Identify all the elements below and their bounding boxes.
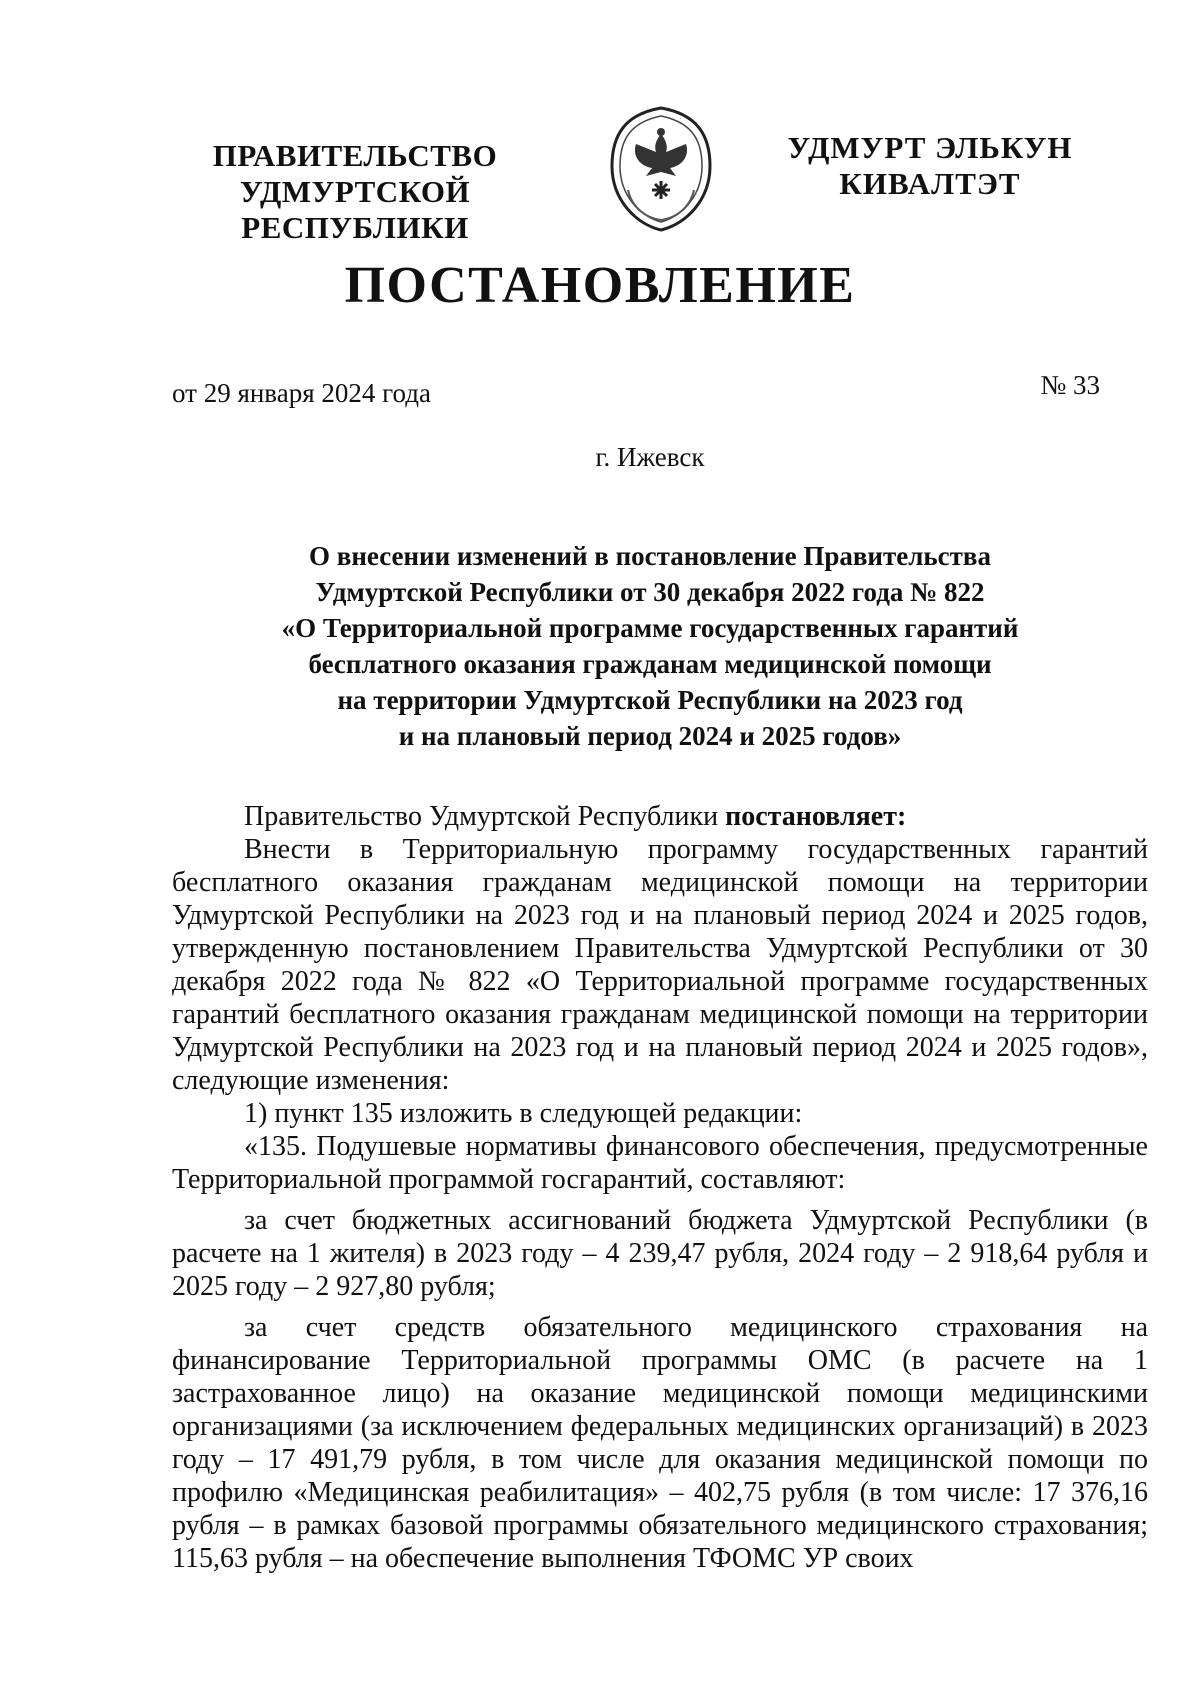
body-paragraph: «135. Подушевые нормативы финансового обеспечения, предусмотренные Территориальной программой госгарантий, составляют: xyxy=(172,1131,1148,1195)
subject-line: Удмуртской Республики от 30 декабря 2022 года № 822 xyxy=(315,577,985,607)
issuer-line: КИВАЛТЭТ xyxy=(839,166,1021,201)
body-paragraph: за счет средств обязательного медицинского страхования на финансирование Территориальной программы ОМС (в расчете на 1 застрахованное лицо) на оказание медицинской помощи медицинскими организациями (за исключением федеральных медицинских организаций) в 2023 году – 17 491,79 рубля, в том числе для оказания медицинской помощи по профилю «Медицинская реабилитация» – 402,75 рубля (в том числе: 17 376,16 рубля – в рамках базовой программы обязательного медицинского страхования; 115,63 рубля – на обеспечение выполнения ТФОМС УР своих xyxy=(172,1312,1148,1574)
issuer-line: УДМУРТСКОЙ РЕСПУБЛИКИ xyxy=(239,174,471,245)
body-paragraph: за счет бюджетных ассигнований бюджета Удмуртской Республики (в расчете на 1 жителя) в 2023 году – 4 239,47 рубля, 2024 году – 2 918,64 рубля и 2025 году – 2 927,80 рубля; xyxy=(172,1205,1148,1302)
document-body xyxy=(172,800,1148,1575)
document-type-title: ПОСТАНОВЛЕНИЕ xyxy=(344,257,856,314)
subject-line: на территории Удмуртской Республики на 2023 год xyxy=(337,685,963,715)
issuer-line: ПРАВИТЕЛЬСТВО xyxy=(212,138,498,173)
subject-line: и на плановый период 2024 и 2025 годов» xyxy=(398,721,902,751)
issuer-name-russian xyxy=(130,138,580,246)
preamble-verb: постановляет: xyxy=(725,801,907,832)
preamble xyxy=(172,800,1148,833)
document-date: от 29 января 2024 года xyxy=(172,378,431,408)
preamble-text: Правительство Удмуртской Республики xyxy=(244,801,726,832)
subject-line: «О Территориальной программе государственных гарантий xyxy=(281,613,1019,643)
document-subject xyxy=(150,538,1150,754)
body-paragraph: 1) пункт 135 изложить в следующей редакции: xyxy=(244,1098,803,1129)
subject-line: О внесении изменений в постановление Правительства xyxy=(309,541,991,571)
issuer-line: УДМУРТ ЭЛЬКУН xyxy=(787,130,1073,165)
coat-of-arms-icon xyxy=(606,104,716,234)
body-paragraph: Внести в Территориальную программу государственных гарантий бесплатного оказания гражданам медицинской помощи на территории Удмуртской Республики на 2023 год и на плановый период 2024 и 2025 годов, утвержденную постановлением Правительства Удмуртской Республики от 30 декабря 2022 года № 822 «О Территориальной программе государственных гарантий бесплатного оказания гражданам медицинской помощи на территории Удмуртской Республики на 2023 год и на плановый период 2024 и 2025 годов», следующие изменения: xyxy=(172,834,1148,1096)
subject-line: бесплатного оказания гражданам медицинской помощи xyxy=(308,649,992,679)
document-city: г. Ижевск xyxy=(595,442,705,472)
document-number: № 33 xyxy=(1040,370,1100,400)
issuer-name-udmurt xyxy=(770,130,1090,202)
